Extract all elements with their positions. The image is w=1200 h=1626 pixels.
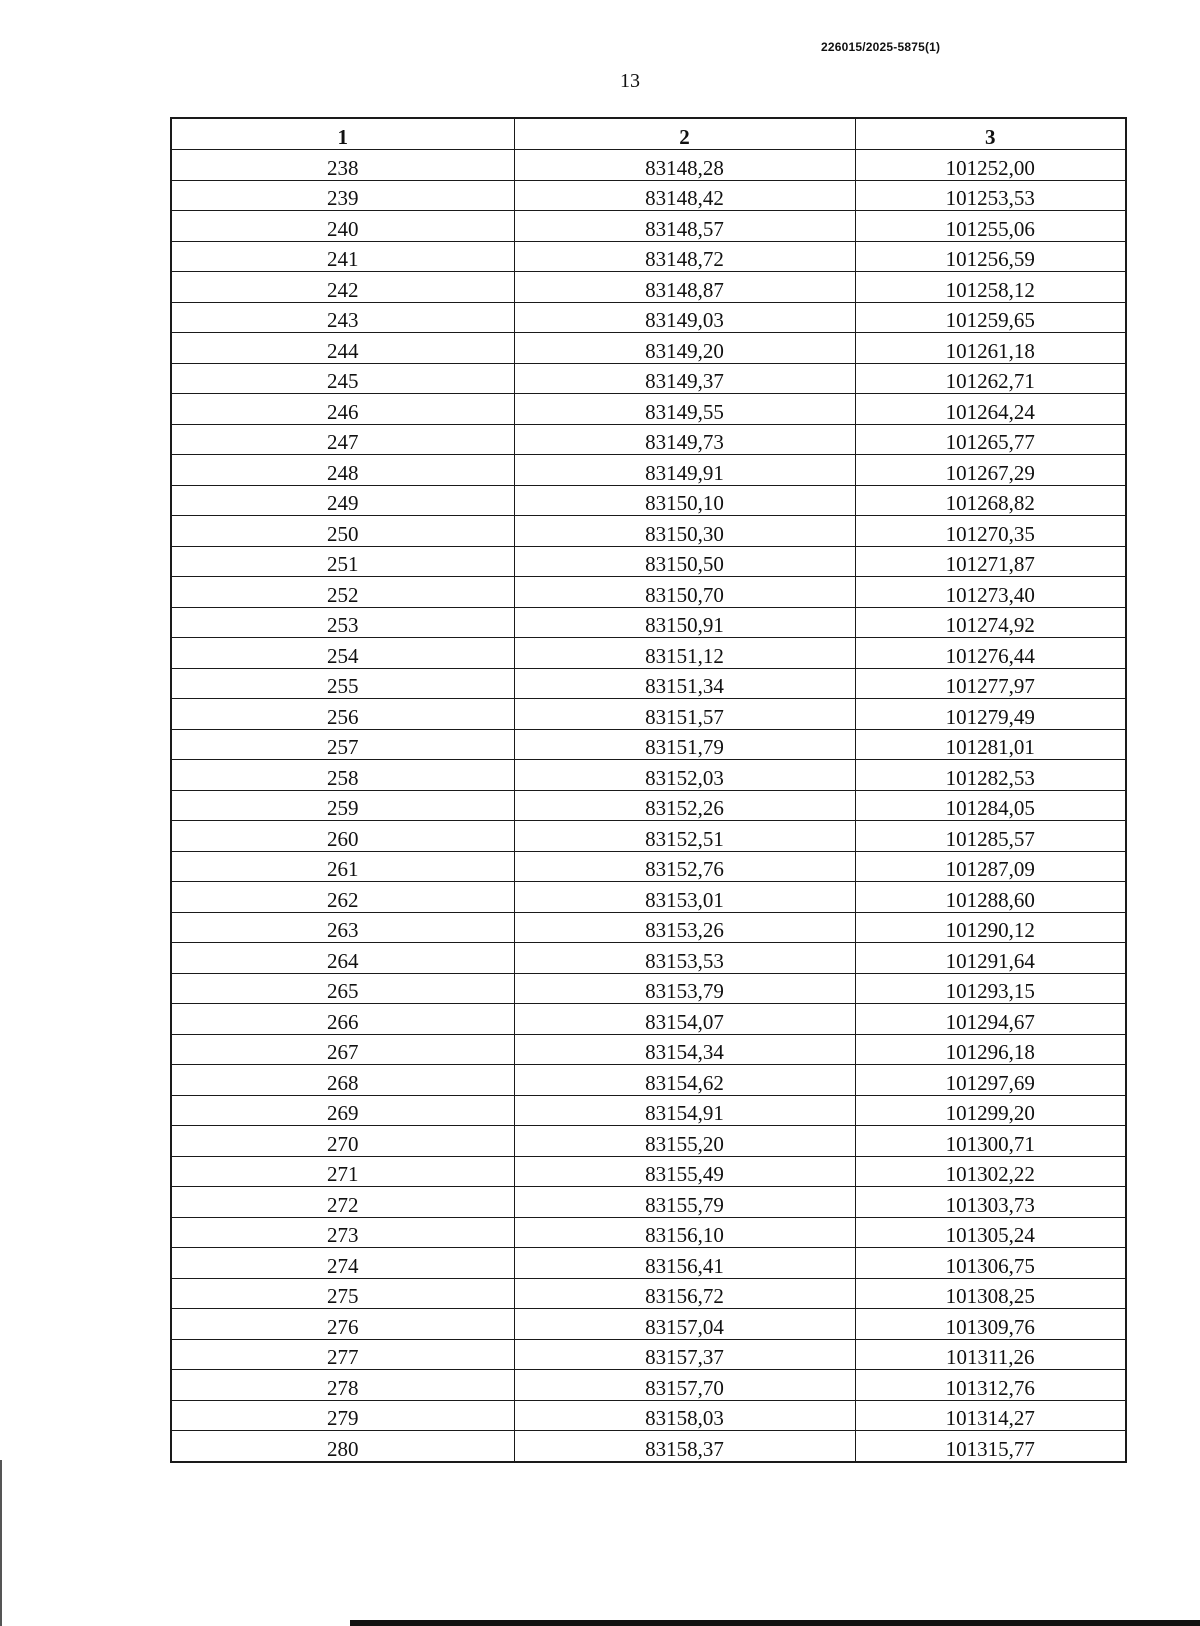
table-row bbox=[171, 668, 1126, 699]
cell-point-number: 245 bbox=[171, 363, 514, 394]
cell-y-coordinate: 101282,53 bbox=[855, 760, 1126, 791]
cell-point-number: 256 bbox=[171, 699, 514, 730]
cell-x-coordinate: 83148,72 bbox=[514, 241, 855, 272]
cell-y-coordinate: 101258,12 bbox=[855, 272, 1126, 303]
table-row bbox=[171, 1248, 1126, 1279]
cell-point-number: 280 bbox=[171, 1431, 514, 1462]
cell-point-number: 241 bbox=[171, 241, 514, 272]
cell-x-coordinate: 83152,76 bbox=[514, 851, 855, 882]
cell-point-number: 248 bbox=[171, 455, 514, 486]
header-cell-y-coordinate: 3 bbox=[855, 118, 1126, 150]
cell-point-number: 240 bbox=[171, 211, 514, 242]
table-row bbox=[171, 1400, 1126, 1431]
cell-y-coordinate: 101259,65 bbox=[855, 302, 1126, 333]
cell-x-coordinate: 83149,20 bbox=[514, 333, 855, 364]
table-row bbox=[171, 150, 1126, 181]
cell-x-coordinate: 83150,10 bbox=[514, 485, 855, 516]
cell-x-coordinate: 83157,70 bbox=[514, 1370, 855, 1401]
cell-x-coordinate: 83156,41 bbox=[514, 1248, 855, 1279]
table-row bbox=[171, 1431, 1126, 1462]
cell-x-coordinate: 83148,42 bbox=[514, 180, 855, 211]
table-row bbox=[171, 516, 1126, 547]
cell-point-number: 265 bbox=[171, 973, 514, 1004]
cell-y-coordinate: 101255,06 bbox=[855, 211, 1126, 242]
cell-point-number: 238 bbox=[171, 150, 514, 181]
cell-x-coordinate: 83154,34 bbox=[514, 1034, 855, 1065]
table-body bbox=[171, 150, 1126, 1462]
cell-point-number: 275 bbox=[171, 1278, 514, 1309]
table-row bbox=[171, 882, 1126, 913]
cell-y-coordinate: 101253,53 bbox=[855, 180, 1126, 211]
table-row bbox=[171, 394, 1126, 425]
table-row bbox=[171, 424, 1126, 455]
document-reference-number: 226015/2025-5875(1) bbox=[821, 40, 941, 54]
cell-x-coordinate: 83151,12 bbox=[514, 638, 855, 669]
cell-point-number: 270 bbox=[171, 1126, 514, 1157]
cell-y-coordinate: 101296,18 bbox=[855, 1034, 1126, 1065]
cell-x-coordinate: 83155,20 bbox=[514, 1126, 855, 1157]
table-row bbox=[171, 333, 1126, 364]
cell-y-coordinate: 101279,49 bbox=[855, 699, 1126, 730]
table-row bbox=[171, 1004, 1126, 1035]
cell-y-coordinate: 101305,24 bbox=[855, 1217, 1126, 1248]
cell-y-coordinate: 101256,59 bbox=[855, 241, 1126, 272]
header-cell-point-number: 1 bbox=[171, 118, 514, 150]
cell-y-coordinate: 101287,09 bbox=[855, 851, 1126, 882]
table-row bbox=[171, 485, 1126, 516]
cell-point-number: 260 bbox=[171, 821, 514, 852]
cell-point-number: 254 bbox=[171, 638, 514, 669]
cell-point-number: 252 bbox=[171, 577, 514, 608]
cell-x-coordinate: 83157,04 bbox=[514, 1309, 855, 1340]
table-row bbox=[171, 1309, 1126, 1340]
table-header bbox=[171, 118, 1126, 150]
cell-y-coordinate: 101306,75 bbox=[855, 1248, 1126, 1279]
cell-x-coordinate: 83149,03 bbox=[514, 302, 855, 333]
cell-y-coordinate: 101273,40 bbox=[855, 577, 1126, 608]
table-row bbox=[171, 546, 1126, 577]
header-row bbox=[171, 118, 1126, 150]
cell-x-coordinate: 83150,70 bbox=[514, 577, 855, 608]
cell-y-coordinate: 101276,44 bbox=[855, 638, 1126, 669]
cell-y-coordinate: 101281,01 bbox=[855, 729, 1126, 760]
cell-point-number: 261 bbox=[171, 851, 514, 882]
table-row bbox=[171, 1034, 1126, 1065]
cell-y-coordinate: 101302,22 bbox=[855, 1156, 1126, 1187]
cell-y-coordinate: 101265,77 bbox=[855, 424, 1126, 455]
cell-point-number: 262 bbox=[171, 882, 514, 913]
table-row bbox=[171, 851, 1126, 882]
table-row bbox=[171, 363, 1126, 394]
cell-x-coordinate: 83151,57 bbox=[514, 699, 855, 730]
cell-point-number: 249 bbox=[171, 485, 514, 516]
cell-point-number: 253 bbox=[171, 607, 514, 638]
table-row bbox=[171, 699, 1126, 730]
cell-x-coordinate: 83153,26 bbox=[514, 912, 855, 943]
cell-y-coordinate: 101291,64 bbox=[855, 943, 1126, 974]
cell-y-coordinate: 101274,92 bbox=[855, 607, 1126, 638]
cell-point-number: 273 bbox=[171, 1217, 514, 1248]
cell-point-number: 266 bbox=[171, 1004, 514, 1035]
cell-x-coordinate: 83158,37 bbox=[514, 1431, 855, 1462]
cell-x-coordinate: 83158,03 bbox=[514, 1400, 855, 1431]
cell-x-coordinate: 83155,79 bbox=[514, 1187, 855, 1218]
table-row bbox=[171, 180, 1126, 211]
cell-y-coordinate: 101271,87 bbox=[855, 546, 1126, 577]
cell-point-number: 278 bbox=[171, 1370, 514, 1401]
table-row bbox=[171, 272, 1126, 303]
cell-point-number: 246 bbox=[171, 394, 514, 425]
cell-point-number: 257 bbox=[171, 729, 514, 760]
cell-point-number: 250 bbox=[171, 516, 514, 547]
cell-y-coordinate: 101294,67 bbox=[855, 1004, 1126, 1035]
page-number: 13 bbox=[620, 70, 640, 92]
table-row bbox=[171, 821, 1126, 852]
cell-point-number: 251 bbox=[171, 546, 514, 577]
cell-y-coordinate: 101270,35 bbox=[855, 516, 1126, 547]
table-row bbox=[171, 638, 1126, 669]
cell-point-number: 271 bbox=[171, 1156, 514, 1187]
cell-y-coordinate: 101293,15 bbox=[855, 973, 1126, 1004]
cell-x-coordinate: 83153,01 bbox=[514, 882, 855, 913]
table-row bbox=[171, 729, 1126, 760]
cell-point-number: 276 bbox=[171, 1309, 514, 1340]
cell-x-coordinate: 83154,07 bbox=[514, 1004, 855, 1035]
cell-y-coordinate: 101314,27 bbox=[855, 1400, 1126, 1431]
cell-y-coordinate: 101299,20 bbox=[855, 1095, 1126, 1126]
cell-y-coordinate: 101264,24 bbox=[855, 394, 1126, 425]
cell-x-coordinate: 83148,87 bbox=[514, 272, 855, 303]
cell-x-coordinate: 83153,79 bbox=[514, 973, 855, 1004]
table-row bbox=[171, 1065, 1126, 1096]
coordinates-table bbox=[170, 117, 1127, 1463]
table-row bbox=[171, 1217, 1126, 1248]
cell-point-number: 243 bbox=[171, 302, 514, 333]
cell-point-number: 268 bbox=[171, 1065, 514, 1096]
cell-x-coordinate: 83152,26 bbox=[514, 790, 855, 821]
cell-x-coordinate: 83150,50 bbox=[514, 546, 855, 577]
table-row bbox=[171, 973, 1126, 1004]
cell-y-coordinate: 101288,60 bbox=[855, 882, 1126, 913]
cell-x-coordinate: 83149,37 bbox=[514, 363, 855, 394]
cell-y-coordinate: 101284,05 bbox=[855, 790, 1126, 821]
table-row bbox=[171, 790, 1126, 821]
cell-x-coordinate: 83155,49 bbox=[514, 1156, 855, 1187]
cell-x-coordinate: 83156,10 bbox=[514, 1217, 855, 1248]
cell-point-number: 264 bbox=[171, 943, 514, 974]
cell-point-number: 255 bbox=[171, 668, 514, 699]
table-row bbox=[171, 455, 1126, 486]
cell-point-number: 277 bbox=[171, 1339, 514, 1370]
table-row bbox=[171, 1156, 1126, 1187]
cell-y-coordinate: 101261,18 bbox=[855, 333, 1126, 364]
table-row bbox=[171, 302, 1126, 333]
table-row bbox=[171, 1370, 1126, 1401]
cell-y-coordinate: 101308,25 bbox=[855, 1278, 1126, 1309]
cell-x-coordinate: 83153,53 bbox=[514, 943, 855, 974]
cell-y-coordinate: 101268,82 bbox=[855, 485, 1126, 516]
cell-y-coordinate: 101252,00 bbox=[855, 150, 1126, 181]
cell-point-number: 269 bbox=[171, 1095, 514, 1126]
table-row bbox=[171, 943, 1126, 974]
cell-x-coordinate: 83149,73 bbox=[514, 424, 855, 455]
cell-y-coordinate: 101297,69 bbox=[855, 1065, 1126, 1096]
table-row bbox=[171, 577, 1126, 608]
table-row bbox=[171, 211, 1126, 242]
cell-point-number: 244 bbox=[171, 333, 514, 364]
cell-y-coordinate: 101290,12 bbox=[855, 912, 1126, 943]
cell-x-coordinate: 83151,79 bbox=[514, 729, 855, 760]
cell-x-coordinate: 83150,91 bbox=[514, 607, 855, 638]
table-row bbox=[171, 760, 1126, 791]
cell-x-coordinate: 83149,55 bbox=[514, 394, 855, 425]
cell-y-coordinate: 101267,29 bbox=[855, 455, 1126, 486]
cell-y-coordinate: 101277,97 bbox=[855, 668, 1126, 699]
cell-y-coordinate: 101262,71 bbox=[855, 363, 1126, 394]
table-row bbox=[171, 1095, 1126, 1126]
cell-point-number: 239 bbox=[171, 180, 514, 211]
cell-x-coordinate: 83149,91 bbox=[514, 455, 855, 486]
table-row bbox=[171, 241, 1126, 272]
cell-y-coordinate: 101311,26 bbox=[855, 1339, 1126, 1370]
cell-point-number: 272 bbox=[171, 1187, 514, 1218]
table-row bbox=[171, 1339, 1126, 1370]
table-row bbox=[171, 1187, 1126, 1218]
table-row bbox=[171, 1278, 1126, 1309]
cell-y-coordinate: 101309,76 bbox=[855, 1309, 1126, 1340]
cell-x-coordinate: 83152,03 bbox=[514, 760, 855, 791]
cell-point-number: 259 bbox=[171, 790, 514, 821]
cell-y-coordinate: 101303,73 bbox=[855, 1187, 1126, 1218]
cell-x-coordinate: 83151,34 bbox=[514, 668, 855, 699]
cell-point-number: 263 bbox=[171, 912, 514, 943]
cell-point-number: 247 bbox=[171, 424, 514, 455]
cell-x-coordinate: 83156,72 bbox=[514, 1278, 855, 1309]
cell-x-coordinate: 83152,51 bbox=[514, 821, 855, 852]
cell-x-coordinate: 83148,57 bbox=[514, 211, 855, 242]
left-scan-edge bbox=[0, 1460, 2, 1626]
cell-point-number: 258 bbox=[171, 760, 514, 791]
cell-x-coordinate: 83157,37 bbox=[514, 1339, 855, 1370]
cell-point-number: 267 bbox=[171, 1034, 514, 1065]
bottom-scan-border bbox=[350, 1620, 1200, 1626]
cell-x-coordinate: 83150,30 bbox=[514, 516, 855, 547]
table-row bbox=[171, 912, 1126, 943]
cell-point-number: 274 bbox=[171, 1248, 514, 1279]
cell-y-coordinate: 101300,71 bbox=[855, 1126, 1126, 1157]
cell-y-coordinate: 101285,57 bbox=[855, 821, 1126, 852]
header-cell-x-coordinate: 2 bbox=[514, 118, 855, 150]
cell-y-coordinate: 101312,76 bbox=[855, 1370, 1126, 1401]
cell-x-coordinate: 83154,62 bbox=[514, 1065, 855, 1096]
table-row bbox=[171, 607, 1126, 638]
cell-point-number: 279 bbox=[171, 1400, 514, 1431]
cell-y-coordinate: 101315,77 bbox=[855, 1431, 1126, 1462]
cell-point-number: 242 bbox=[171, 272, 514, 303]
cell-x-coordinate: 83154,91 bbox=[514, 1095, 855, 1126]
table-row bbox=[171, 1126, 1126, 1157]
cell-x-coordinate: 83148,28 bbox=[514, 150, 855, 181]
